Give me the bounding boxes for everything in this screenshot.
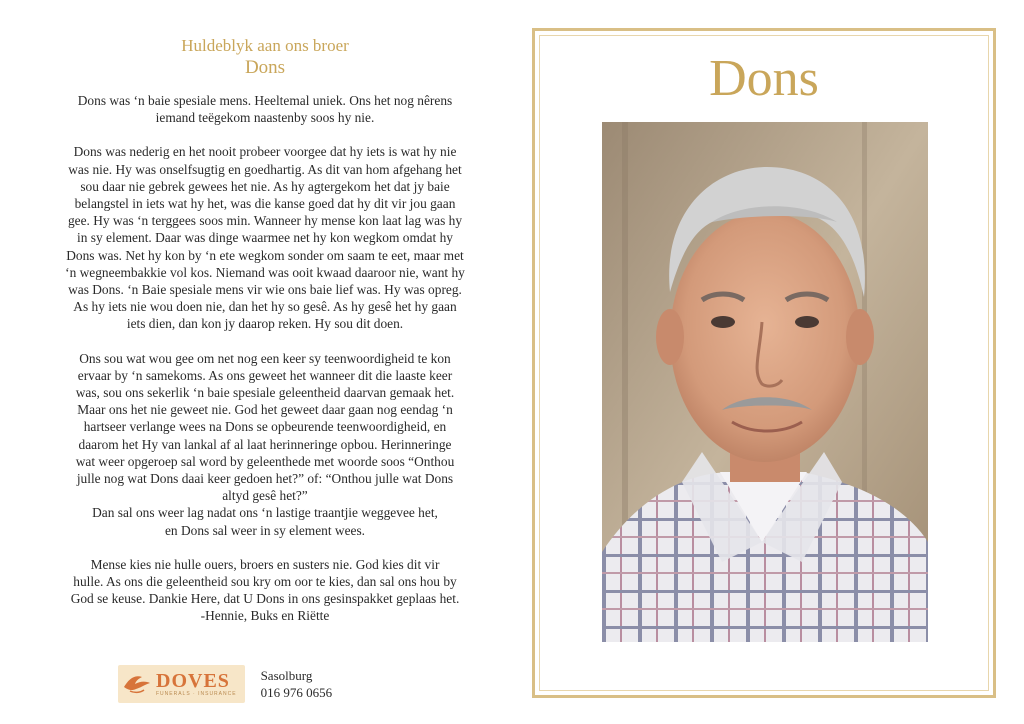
tribute-line: Mense kies nie hulle ouers, broers en susters nie. God kies dit vir — [90, 556, 440, 572]
dove-icon — [122, 671, 152, 697]
tribute-line: was nie. Hy was onselfsugtig en goedhartig. As dit van hom afgehang het — [68, 161, 462, 177]
town: Sasolburg — [260, 668, 313, 683]
portrait-title: Dons — [709, 50, 819, 107]
tribute-line: iets dien, dan kon jy daarop reken. Hy sou dit doen. — [126, 316, 404, 332]
tribute-line: was Dons. ‘n Baie spesiale mens vir wie ons baie lief was. Hy was opreg. — [68, 282, 462, 298]
tribute-paragraph — [20, 92, 510, 126]
tribute-line: gee. Hy was ‘n terggees soos min. Wanneer hy mense kon laat lag was hy — [67, 213, 463, 229]
tribute-line: As hy iets nie wou doen nie, dan het hy so gesê. As hy gesê het hy gaan — [73, 299, 457, 315]
tribute-line: sou daar nie gebrek gewees het nie. As hy agtergekom het dat jy baie — [80, 178, 450, 194]
tribute-line: Dan sal ons weer lag nadat ons ‘n lastige traantjie weggevee het, — [92, 505, 438, 521]
tribute-name: Dons — [244, 57, 286, 78]
tribute-line: was, sou ons sekerlik ‘n baie spesiale geleentheid daarvan gemaak het. — [75, 385, 455, 401]
tribute-heading: Huldeblyk aan ons broer — [181, 36, 349, 55]
tribute-line: Dons was ‘n baie spesiale mens. Heeltemal uniek. Ons het nog nêrens — [77, 93, 453, 108]
contact-info — [261, 667, 333, 701]
tribute-line: iemand teëgekom naastenby soos hy nie. — [155, 110, 375, 126]
tribute-line: ‘n wegneembakkie vol kos. Niemand was ooit kwaad daaroor nie, want hy — [65, 264, 465, 280]
tribute-body — [20, 92, 510, 625]
tribute-line: Maar ons het nie geweet nie. God het geweet daar gaan nog eendag ‘n — [77, 402, 453, 418]
tribute-line: in sy element. Daar was dinge waarmee net hy kon wegkom omdat hy — [77, 230, 453, 246]
tribute-line: God se keuse. Dankie Here, dat U Dons in ons gesinspakket geplaas het. — [70, 591, 460, 607]
tribute-line: ervaar by ‘n samekoms. As ons geweet het wanneer dit die laaste keer — [77, 367, 453, 383]
tribute-line: daarom het Hy van lankal af al laat herinneringe opbou. Herinneringe — [78, 436, 452, 452]
tribute-paragraph — [20, 556, 510, 625]
portrait-photo — [602, 122, 928, 642]
tribute-line: en Dons sal weer in sy element wees. — [164, 522, 366, 538]
tribute-line: wat weer opgeroep sal word by geleenthede met woorde soos “Onthou — [75, 453, 455, 469]
tribute-line: Dons was. Net hy kon by ‘n ete wegkom sonder om saam te eet, maar met — [66, 247, 464, 263]
tribute-line: -Hennie, Buks en Riëtte — [200, 608, 330, 624]
tribute-line: Dons was nederig en het nooit probeer voorgee dat hy iets is wat hy nie — [73, 144, 457, 160]
tribute-line: altyd gesê het?” — [222, 488, 308, 504]
doves-logo — [118, 665, 245, 703]
tribute-line: hartseer verlange wees na Dons se opbeurende teenwoordigheid, en — [83, 419, 447, 435]
tribute-paragraph — [20, 350, 510, 539]
tribute-line: Ons sou wat wou gee om net nog een keer sy teenwoordigheid te kon — [79, 350, 451, 366]
tribute-line: hulle. As ons die geleentheid sou kry om oor te kies, dan sal ons hou by — [73, 574, 457, 590]
logo-tagline: FUNERALS · INSURANCE — [156, 690, 237, 697]
logo-name: DOVES — [156, 669, 230, 692]
tribute-line: julle nog wat Dons daai keer gedoen het?” of: “Onthou julle wat Dons — [76, 471, 454, 487]
tribute-line: belangstel in iets wat hy het, was die kanse goed dat hy dit vir jou gaan — [74, 196, 456, 212]
phone-number: 016 976 0656 — [260, 685, 333, 700]
tribute-column — [20, 36, 510, 642]
funeral-home-footer — [118, 664, 332, 704]
tribute-paragraph — [20, 143, 510, 332]
